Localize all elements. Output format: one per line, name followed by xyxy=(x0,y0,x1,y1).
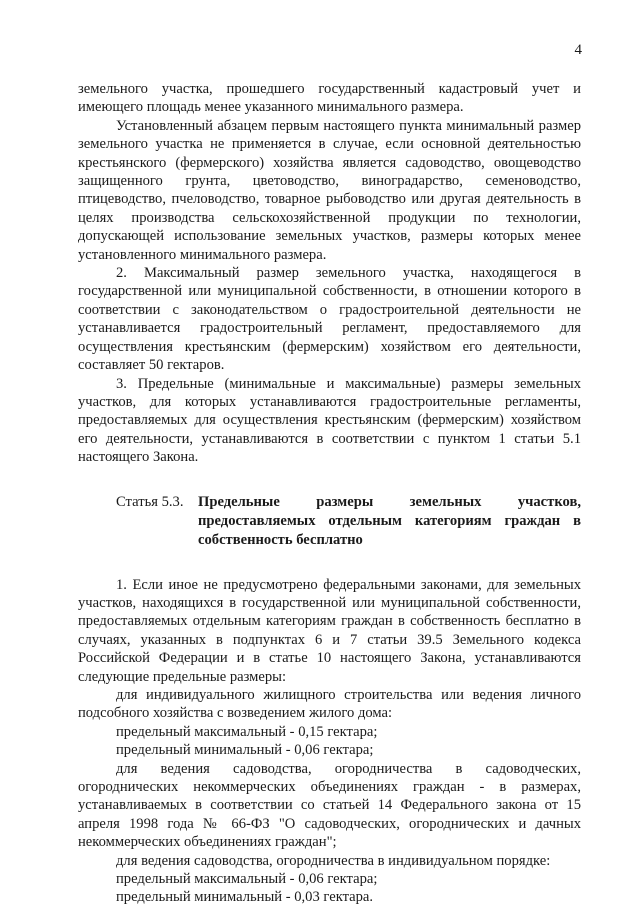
paragraph: Установленный абзацем первым настоящего пункта минимальный размер земельного участка не применяется в случае, если основной деятельностью крестьянского (фермерского) хозяйства является садоводство, овощеводство защищенного грунта, цветоводство, виноградарство, семеноводство, птицеводство, пчеловодство, товарное рыбоводство или другая деятельность в целях производства сельскохозяйственной продукции по технологии, допускающей использование земельных участков, размеры которых менее установленного минимального размера. xyxy=(78,117,581,263)
paragraph: 2. Максимальный размер земельного участка, находящегося в государственной или муниципальной собственности, в отношении которого в соответствии с законодательством о градостроительной деятельности не устанавливается градостроительный регламент, предоставляемого для осуществления крестьянским (фермерским) хозяйством его деятельности, составляет 50 гектаров. xyxy=(78,265,581,374)
paragraph: для ведения садоводства, огородничества в индивидуальном порядке: xyxy=(116,852,551,869)
paragraph: предельный минимальный - 0,03 гектара. xyxy=(116,889,374,906)
article-heading xyxy=(78,493,581,550)
document-body xyxy=(78,80,581,907)
page-number: 4 xyxy=(574,42,582,58)
paragraph: 3. Предельные (минимальные и максимальные) размеры земельных участков, для которых устанавливаются градостроительные регламенты, предоставляемых для осуществления крестьянским (фермерским) хозяйством его деятельности, устанавливаются в соответствии с пунктом 1 статьи 5.1 настоящего Закона. xyxy=(78,375,581,466)
article-number: Статья 5.3. xyxy=(116,493,184,510)
paragraph: предельный минимальный - 0,06 гектара; xyxy=(116,742,374,759)
paragraph: для индивидуального жилищного строительства или ведения личного подсобного хозяйства с возведением жилого дома: xyxy=(78,686,581,722)
article-title: Предельные размеры земельных участков, предоставляемых отдельным категориям граждан в собственность бесплатно xyxy=(198,493,581,548)
paragraph: предельный максимальный - 0,15 гектара; xyxy=(116,723,378,740)
paragraph: 1. Если иное не предусмотрено федеральными законами, для земельных участков, находящихся в государственной или муниципальной собственности, предоставляемых отдельным категориям граждан в собственность бесплатно в случаях, указанных в подпунктах 6 и 7 статьи 39.5 Земельного кодекса Российской Федерации и в статье 10 настоящего Закона, устанавливаются следующие предельные размеры: xyxy=(78,576,581,685)
paragraph: предельный максимальный - 0,06 гектара; xyxy=(116,871,378,888)
paragraph: земельного участка, прошедшего государственный кадастровый учет и имеющего площадь менее указанного минимального размера. xyxy=(78,81,581,116)
paragraph: для ведения садоводства, огородничества в садоводческих, огороднических некоммерческих объединениях граждан - в размерах, устанавливаемых в соответствии со статьей 14 Федерального закона от 15 апреля 1998 года № 66-ФЗ "О садоводческих, огороднических и дачных некоммерческих объединениях граждан"; xyxy=(78,760,581,851)
